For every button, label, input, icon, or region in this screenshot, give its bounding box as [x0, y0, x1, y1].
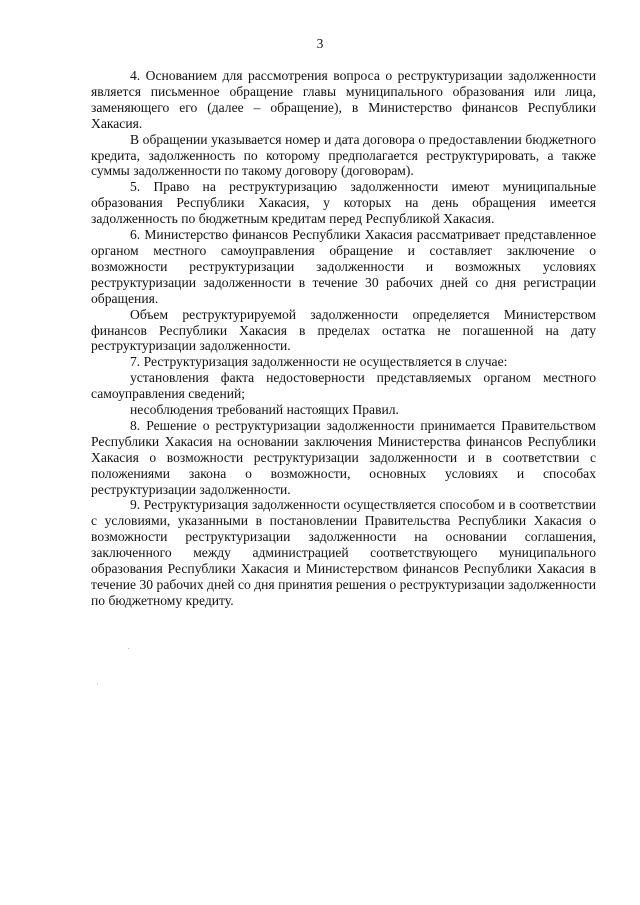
paragraph-9: 9. Реструктуризация задолженности осуществляется способом и в соответствии с условиями, указанными в постановлении Правительства Республики Хакасия о возможности реструктуризации задолженности на основании соглашения, заключенного между администрацией соответствующего муниципального образования Республики Хакасия и Министерством финансов Республики Хакасия в течение 30 рабочих дней со дня принятия решения о реструктуризации задолженности по бюджетному кредиту.: [91, 497, 596, 608]
paragraph-7-case-2: несоблюдения требований настоящих Правил.: [130, 402, 399, 418]
paragraph-6-volume: Объем реструктурируемой задолженности определяется Министерством финансов Республики Хакасия в пределах остатка не погашенной на дату реструктуризации задолженности.: [91, 306, 596, 354]
paragraph-4-appeal-contents: В обращении указывается номер и дата договора о предоставлении бюджетного кредита, задолженность по которому предполагается реструктурировать, а также суммы задолженности по такому договору (договорам).: [91, 131, 596, 179]
document-body: [91, 68, 596, 609]
scan-speck: [97, 683, 98, 684]
paragraph-5: 5. Право на реструктуризацию задолженности имеют муниципальные образования Республики Хакасия, у которых на день обращения имеется задолженность по бюджетным кредитам перед Республикой Хакасия.: [91, 179, 596, 227]
paragraph-6: 6. Министерство финансов Республики Хакасия рассматривает представленное органом местного самоуправления обращение и составляет заключение о возможности реструктуризации задолженности и возможных условиях реструктуризации задолженности в течение 30 рабочих дней со дня регистрации обращения.: [91, 227, 596, 306]
paragraph-7: 7. Реструктуризация задолженности не осуществляется в случае:: [130, 354, 508, 370]
paragraph-4: 4. Основанием для рассмотрения вопроса о реструктуризации задолженности является письменное обращение главы муниципального образования или лица, заменяющего его (далее – обращение), в Министерство финансов Республики Хакасия.: [91, 68, 596, 131]
scan-speck: [128, 648, 129, 649]
paragraph-7-case-1: установления факта недостоверности представляемых органом местного самоуправления сведений;: [91, 370, 596, 402]
paragraph-8: 8. Решение о реструктуризации задолженности принимается Правительством Республики Хакасия на основании заключения Министерства финансов Республики Хакасия о возможности реструктуризации задолженности и в соответствии с положениями закона о возможности, основных условиях и способах реструктуризации задолженности.: [91, 417, 596, 497]
page-number: 3: [316, 36, 324, 51]
